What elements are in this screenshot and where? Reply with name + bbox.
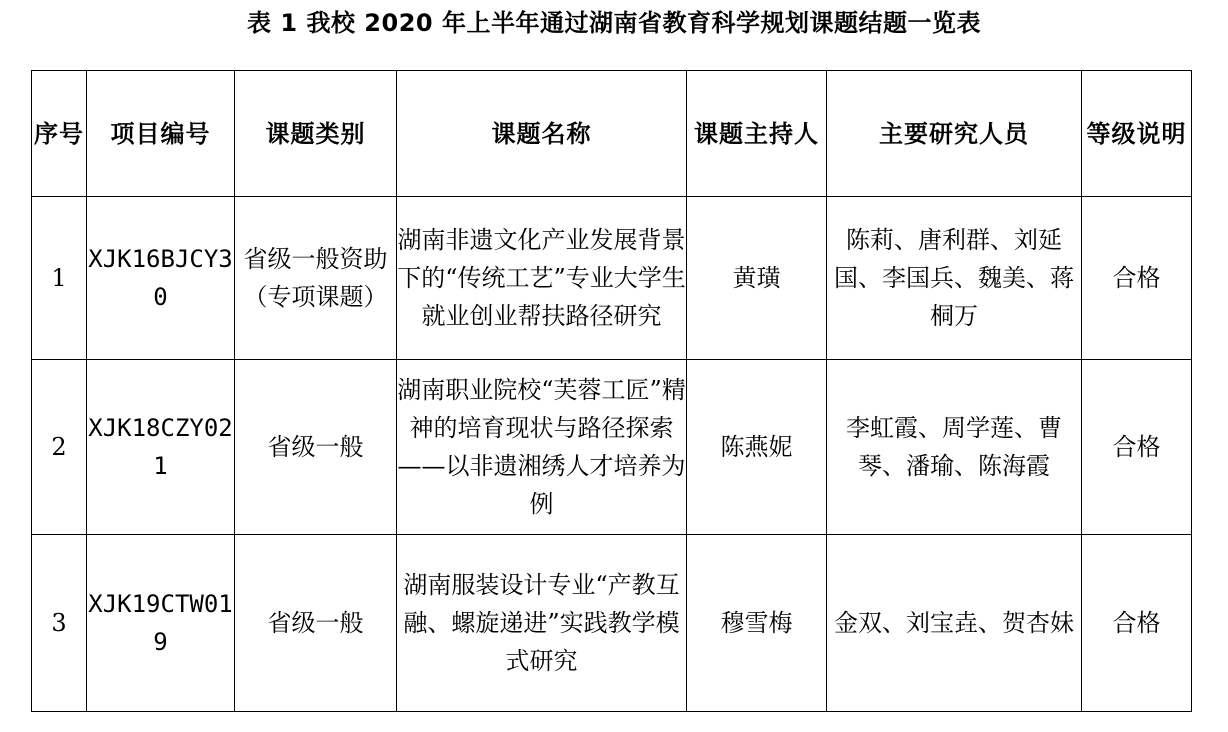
cell-members: 金双、刘宝垚、贺杏妹 [827, 535, 1082, 712]
table-row [32, 360, 1192, 535]
cell-host: 陈燕妮 [687, 360, 827, 535]
cell-code: XJK18CZY021 [87, 360, 235, 535]
table-row [32, 535, 1192, 712]
table-title: 表 1 我校 2020 年上半年通过湖南省教育科学规划课题结题一览表 [247, 9, 981, 37]
header-category: 课题类别 [235, 71, 397, 197]
cell-code: XJK19CTW019 [87, 535, 235, 712]
cell-code: XJK16BJCY30 [87, 197, 235, 360]
cell-host: 黄璜 [687, 197, 827, 360]
header-name: 课题名称 [397, 71, 687, 197]
header-no: 序号 [32, 71, 87, 197]
cell-name: 湖南非遗文化产业发展背景下的“传统工艺”专业大学生就业创业帮扶路径研究 [397, 197, 687, 360]
cell-members: 陈莉、唐利群、刘延国、李国兵、魏美、蒋桐万 [827, 197, 1082, 360]
cell-grade: 合格 [1082, 360, 1192, 535]
cell-name: 湖南职业院校“芙蓉工匠”精神的培育现状与路径探索——以非遗湘绣人才培养为例 [397, 360, 687, 535]
cell-host: 穆雪梅 [687, 535, 827, 712]
results-table [31, 70, 1192, 712]
cell-no: 3 [32, 535, 87, 712]
cell-name: 湖南服装设计专业“产教互融、螺旋递进”实践教学模式研究 [397, 535, 687, 712]
cell-category: 省级一般 [235, 360, 397, 535]
header-members: 主要研究人员 [827, 71, 1082, 197]
cell-no: 2 [32, 360, 87, 535]
header-row [32, 71, 1192, 197]
header-code: 项目编号 [87, 71, 235, 197]
header-grade: 等级说明 [1082, 71, 1192, 197]
cell-grade: 合格 [1082, 535, 1192, 712]
cell-category: 省级一般资助（专项课题） [235, 197, 397, 360]
cell-category: 省级一般 [235, 535, 397, 712]
cell-no: 1 [32, 197, 87, 360]
cell-grade: 合格 [1082, 197, 1192, 360]
cell-members: 李虹霞、周学莲、曹琴、潘瑜、陈海霞 [827, 360, 1082, 535]
table-row [32, 197, 1192, 360]
header-host: 课题主持人 [687, 71, 827, 197]
